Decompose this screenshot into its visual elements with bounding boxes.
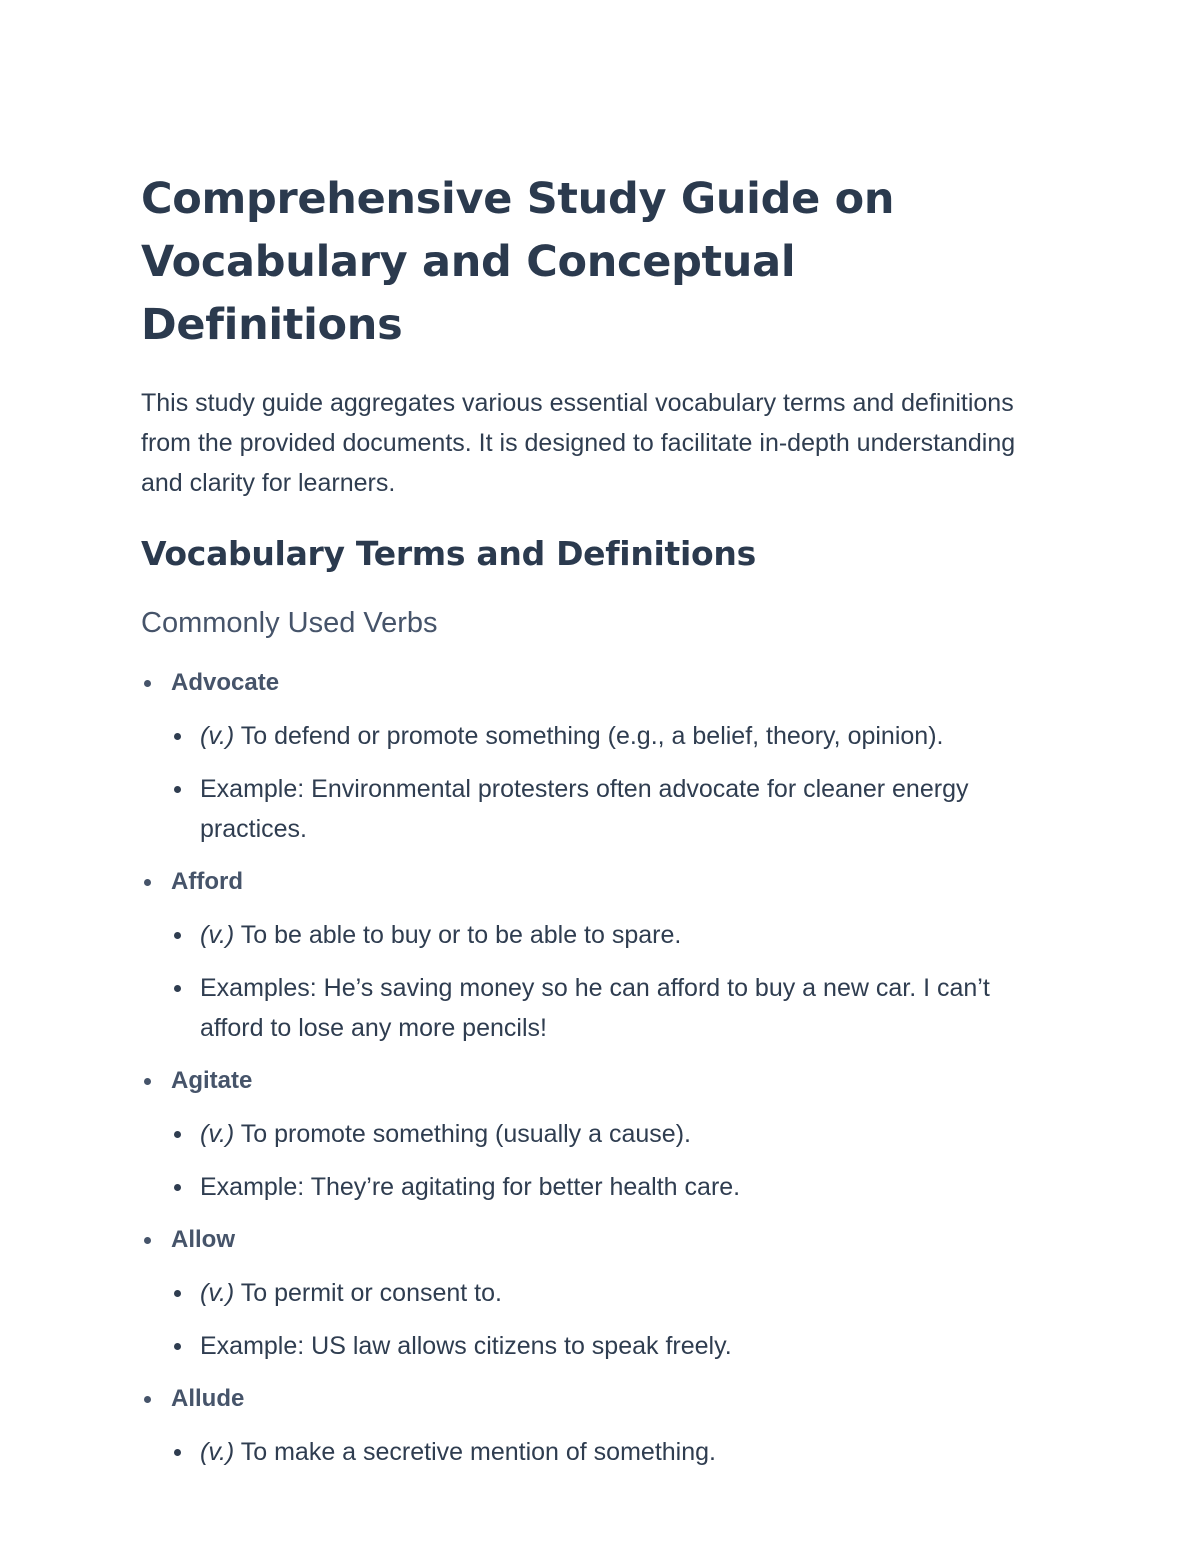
term-details — [141, 1114, 1060, 1207]
term-details — [141, 716, 1060, 849]
bullet-icon — [174, 733, 181, 740]
bullet-icon — [174, 786, 181, 793]
bullet-icon — [174, 1449, 181, 1456]
bullet-icon — [144, 1078, 151, 1085]
section-heading: Vocabulary Terms and Definitions — [141, 534, 756, 573]
example-text: Example: US law allows citizens to speak freely. — [200, 1332, 732, 1360]
term-label: Allow — [171, 1226, 235, 1253]
term-details — [141, 915, 1060, 1048]
part-of-speech: (v.) — [200, 1438, 235, 1466]
part-of-speech: (v.) — [200, 1279, 235, 1307]
example-item — [171, 1326, 1060, 1366]
list-item — [141, 1379, 1060, 1472]
part-of-speech: (v.) — [200, 1120, 235, 1148]
bullet-icon — [174, 985, 181, 992]
term-label: Allude — [171, 1385, 245, 1412]
definition-text: To permit or consent to. — [234, 1279, 502, 1307]
definition-item — [171, 716, 1060, 756]
page-title — [141, 168, 1060, 357]
list-item — [141, 1061, 1060, 1207]
definition-text: To be able to buy or to be able to spare. — [234, 921, 682, 949]
intro-paragraph: This study guide aggregates various essential vocabulary terms and definitions from the provided documents. It is designed to facilitate in-depth understanding and clarity for learners. — [141, 389, 1016, 497]
definition-item — [171, 1273, 1060, 1313]
term-details — [141, 1432, 1060, 1472]
bullet-icon — [144, 1237, 151, 1244]
bullet-icon — [144, 680, 151, 687]
example-text: Examples: He’s saving money so he can afford to buy a new car. I can’t afford to lose any more pencils! — [200, 974, 990, 1042]
term-label: Afford — [171, 868, 243, 895]
list-item — [141, 862, 1060, 1048]
definition-item — [171, 915, 1060, 955]
term-heading — [141, 862, 1060, 902]
subsection-heading: Commonly Used Verbs — [141, 607, 438, 639]
bullet-icon — [174, 1290, 181, 1297]
definition-item — [171, 1432, 1060, 1472]
example-item — [171, 769, 1060, 849]
example-text: Example: They’re agitating for better health care. — [200, 1173, 741, 1201]
list-item — [141, 1220, 1060, 1366]
definition-text: To make a secretive mention of something. — [234, 1438, 716, 1466]
part-of-speech: (v.) — [200, 921, 235, 949]
page-title-line-1: Comprehensive Study Guide on — [141, 174, 895, 224]
page-title-line-2: Vocabulary and Conceptual Definitions — [141, 237, 796, 350]
term-label: Advocate — [171, 669, 280, 696]
example-text: Example: Environmental protesters often advocate for cleaner energy practices. — [200, 775, 969, 843]
term-heading — [141, 663, 1060, 703]
term-heading — [141, 1379, 1060, 1419]
term-heading — [141, 1061, 1060, 1101]
list-item — [141, 663, 1060, 849]
term-heading — [141, 1220, 1060, 1260]
vocabulary-list — [141, 663, 1060, 1472]
definition-text: To promote something (usually a cause). — [234, 1120, 691, 1148]
example-item — [171, 1167, 1060, 1207]
bullet-icon — [174, 1184, 181, 1191]
bullet-icon — [144, 879, 151, 886]
bullet-icon — [174, 1343, 181, 1350]
bullet-icon — [174, 1131, 181, 1138]
term-details — [141, 1273, 1060, 1366]
bullet-icon — [144, 1396, 151, 1403]
definition-item — [171, 1114, 1060, 1154]
example-item — [171, 968, 1060, 1048]
part-of-speech: (v.) — [200, 722, 235, 750]
term-label: Agitate — [171, 1067, 253, 1094]
definition-text: To defend or promote something (e.g., a belief, theory, opinion). — [234, 722, 944, 750]
bullet-icon — [174, 932, 181, 939]
